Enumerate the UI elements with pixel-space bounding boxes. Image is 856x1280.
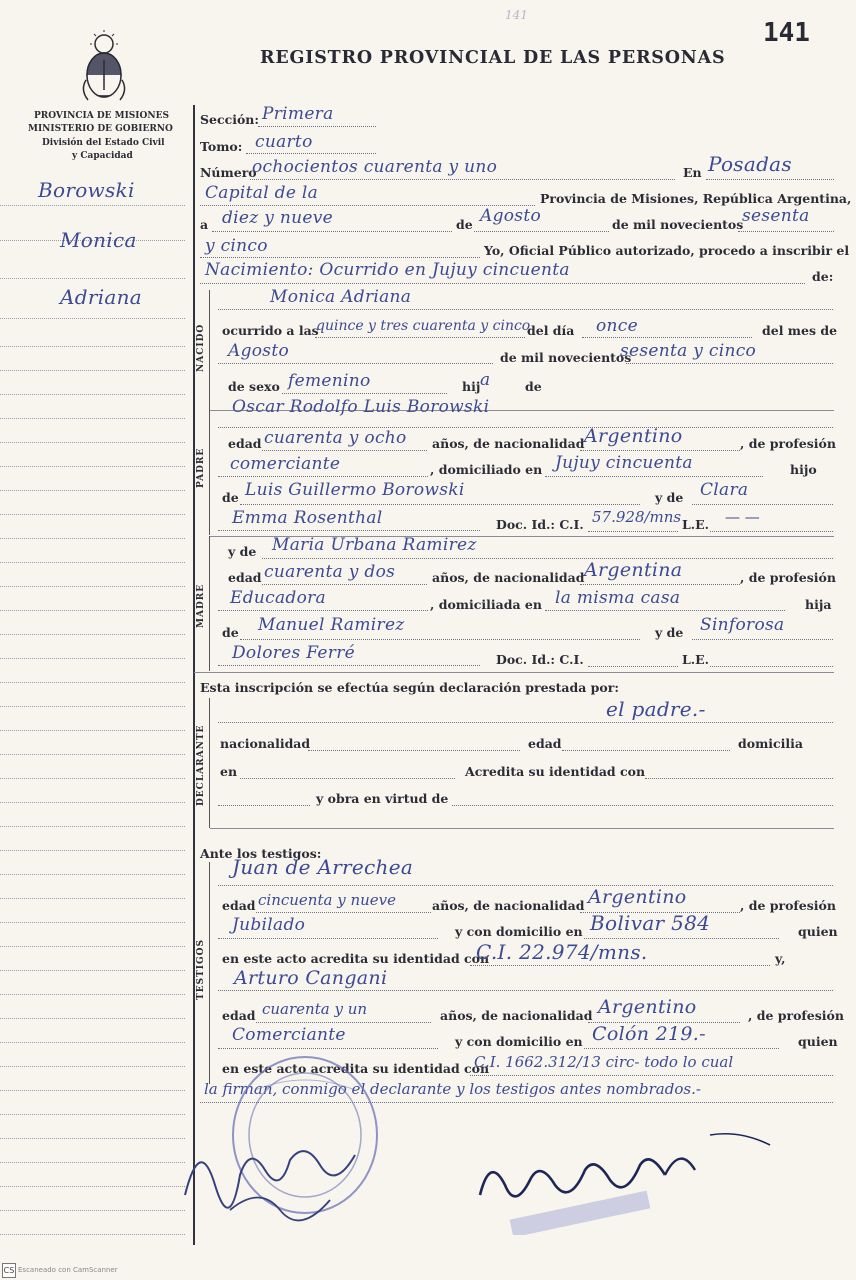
label-acto-t2: en este acto acredita su identidad con bbox=[222, 1061, 490, 1076]
label-ocurrido: ocurrido a las bbox=[222, 323, 319, 338]
label-edad-declarante: edad bbox=[528, 736, 562, 751]
field-padre-ci: 57.928/mns bbox=[592, 508, 682, 526]
field-tomo: cuarto bbox=[255, 132, 313, 152]
field-hora: quince y tres cuarenta y cinco bbox=[316, 318, 531, 334]
field-mes-nacimiento: Agosto bbox=[228, 341, 289, 361]
org-line-1: PROVINCIA DE MISIONES bbox=[34, 111, 169, 121]
org-line-4: y Capacidad bbox=[72, 151, 133, 161]
label-hija: hija bbox=[805, 597, 832, 612]
label-prof-t1: , de profesión bbox=[740, 898, 836, 913]
label-quien-t2: quien bbox=[798, 1034, 838, 1049]
label-de-3: de bbox=[222, 490, 239, 505]
field-anio-nacimiento: sesenta y cinco bbox=[620, 341, 757, 361]
field-declarante: el padre.- bbox=[606, 697, 706, 721]
label-anios-nacionalidad: años, de nacionalidad bbox=[432, 436, 585, 451]
margin-middle-name: Adriana bbox=[60, 285, 143, 309]
field-padre-domicilio: Jujuy cincuenta bbox=[555, 453, 693, 473]
field-t1-nacionalidad: Argentino bbox=[588, 886, 687, 908]
label-de-profesion-madre: , de profesión bbox=[740, 570, 836, 585]
field-lugar: Posadas bbox=[708, 152, 792, 176]
label-con-domicilio-t1: y con domicilio en bbox=[455, 924, 583, 939]
field-t2-domicilio: Colón 219.- bbox=[592, 1023, 706, 1045]
margin-surname: Borowski bbox=[38, 178, 135, 202]
field-hij-suffix: a bbox=[480, 370, 491, 390]
label-anios-nac-t1: años, de nacionalidad bbox=[432, 898, 585, 913]
label-y-comma: y, bbox=[775, 951, 786, 966]
field-cierre: la firman, conmigo el declarante y los testigos antes nombrados.- bbox=[204, 1080, 701, 1098]
registrar-signature bbox=[170, 1115, 370, 1225]
label-hijo: hijo bbox=[790, 462, 817, 477]
left-border-line bbox=[193, 105, 195, 1245]
label-le: L.E. bbox=[682, 517, 710, 532]
label-del-dia: del día bbox=[527, 323, 575, 338]
field-t2-edad: cuarenta y un bbox=[262, 1000, 368, 1018]
label-de-mil-2: de mil novecientos bbox=[500, 350, 632, 365]
field-anio-2: y cinco bbox=[205, 236, 268, 256]
field-sexo: femenino bbox=[288, 371, 371, 391]
label-de-sexo: de sexo bbox=[228, 379, 280, 394]
field-t1-ci: C.I. 22.974/mns. bbox=[476, 940, 648, 964]
page-number: 141 bbox=[763, 18, 810, 48]
label-del-mes: del mes de bbox=[762, 323, 838, 338]
label-de-mil: de mil novecientos bbox=[612, 217, 744, 232]
label-edad-t2: edad bbox=[222, 1008, 256, 1023]
org-line-3: División del Estado Civil bbox=[42, 138, 165, 148]
field-padre-le: — — bbox=[725, 508, 760, 526]
label-de-madre: de bbox=[222, 625, 239, 640]
label-obra: y obra en virtud de bbox=[316, 791, 449, 806]
label-edad: edad bbox=[228, 436, 262, 451]
faint-page-mark: 141 bbox=[505, 8, 528, 22]
label-nacionalidad: nacionalidad bbox=[220, 736, 311, 751]
field-nombre: Monica Adriana bbox=[270, 287, 412, 307]
scanner-text: Escaneado con CamScanner bbox=[18, 1266, 118, 1274]
label-tomo: Tomo: bbox=[200, 139, 243, 154]
label-domiciliado-en: , domiciliado en bbox=[430, 462, 543, 477]
label-doc-id-madre: Doc. Id.: C.I. bbox=[496, 652, 584, 667]
field-t2-profesion: Comerciante bbox=[232, 1025, 346, 1045]
field-padre-padre: Luis Guillermo Borowski bbox=[245, 480, 465, 500]
label-inscripcion: Esta inscripción se efectúa según declaración prestada por: bbox=[200, 680, 619, 695]
field-t1-edad: cincuenta y nueve bbox=[258, 891, 396, 909]
field-padre-edad: cuarenta y ocho bbox=[264, 428, 407, 448]
label-hij: hij bbox=[462, 379, 481, 394]
label-de-profesion: , de profesión bbox=[740, 436, 836, 451]
label-seccion: Sección: bbox=[200, 112, 259, 127]
field-madre-nacionalidad: Argentina bbox=[584, 559, 683, 581]
field-padre-profesion: comerciante bbox=[230, 454, 341, 474]
label-prof-t2: , de profesión bbox=[748, 1008, 844, 1023]
section-nacido-label: NACIDO bbox=[196, 323, 206, 372]
field-madre-nombre: Maria Urbana Ramirez bbox=[272, 535, 477, 555]
field-seccion: Primera bbox=[262, 104, 334, 124]
field-padre-madre-2: Emma Rosenthal bbox=[232, 508, 383, 528]
scanner-badge: CS bbox=[2, 1263, 16, 1278]
org-line-2: MINISTERIO DE GOBIERNO bbox=[28, 124, 173, 134]
field-madre-domicilio: la misma casa bbox=[555, 588, 681, 608]
field-madre-madre-2: Dolores Ferré bbox=[232, 643, 355, 663]
document-title: REGISTRO PROVINCIAL DE LAS PERSONAS bbox=[260, 48, 726, 68]
field-testigo-2: Arturo Cangani bbox=[234, 967, 388, 989]
field-t2-nacionalidad: Argentino bbox=[598, 996, 697, 1018]
field-dia-nacimiento: once bbox=[596, 316, 638, 336]
label-acto-t1: en este acto acredita su identidad con bbox=[222, 951, 490, 966]
field-lugar-2: Capital de la bbox=[205, 183, 319, 203]
field-mes: Agosto bbox=[480, 206, 541, 226]
label-en-declarante: en bbox=[220, 764, 238, 779]
argentina-coat-of-arms-icon bbox=[78, 30, 130, 105]
declarant-signature bbox=[470, 1125, 780, 1235]
field-madre-madre: Sinforosa bbox=[700, 615, 785, 635]
margin-first-name: Monica bbox=[60, 228, 137, 252]
label-acredita: Acredita su identidad con bbox=[465, 764, 646, 779]
label-doc-id: Doc. Id.: C.I. bbox=[496, 517, 584, 532]
field-madre-padre: Manuel Ramirez bbox=[258, 615, 405, 635]
section-madre-label: MADRE bbox=[196, 583, 206, 628]
label-anios-nacionalidad-madre: años, de nacionalidad bbox=[432, 570, 585, 585]
field-t2-ci: C.I. 1662.312/13 circ- todo lo cual bbox=[474, 1053, 734, 1071]
label-numero: Número bbox=[200, 165, 257, 180]
label-edad-madre: edad bbox=[228, 570, 262, 585]
field-nacimiento: Nacimiento: Ocurrido en Jujuy cincuenta bbox=[205, 260, 570, 280]
label-le-madre: L.E. bbox=[682, 652, 710, 667]
label-en: En bbox=[683, 165, 702, 180]
label-a: a bbox=[200, 217, 209, 232]
label-domicilia: domicilia bbox=[738, 736, 804, 751]
field-padre-nombre: Oscar Rodolfo Luis Borowski bbox=[232, 397, 490, 417]
field-numero: ochocientos cuarenta y uno bbox=[252, 157, 498, 177]
label-de: de bbox=[456, 217, 473, 232]
label-de-2: de bbox=[525, 379, 542, 394]
field-madre-profesion: Educadora bbox=[230, 588, 326, 608]
field-dia: diez y nueve bbox=[222, 208, 333, 228]
label-quien-t1: quien bbox=[798, 924, 838, 939]
label-y-de-madre: y de bbox=[655, 625, 684, 640]
label-con-domicilio-t2: y con domicilio en bbox=[455, 1034, 583, 1049]
label-anios-nac-t2: años, de nacionalidad bbox=[440, 1008, 593, 1023]
field-testigo-1: Juan de Arrechea bbox=[232, 855, 414, 879]
field-padre-nacionalidad: Argentino bbox=[584, 425, 683, 447]
section-padre-label: PADRE bbox=[196, 447, 206, 488]
label-yo: Yo, Oficial Público autorizado, procedo a inscribir el bbox=[484, 243, 850, 258]
label-y-de: y de bbox=[655, 490, 684, 505]
label-ante-testigos: Ante los testigos: bbox=[200, 846, 322, 861]
section-testigos-label: TESTIGOS bbox=[196, 939, 206, 1000]
section-declarante-label: DECLARANTE bbox=[196, 724, 206, 806]
label-domiciliada-en: , domiciliada en bbox=[430, 597, 542, 612]
field-madre-edad: cuarenta y dos bbox=[264, 562, 396, 582]
label-edad-t1: edad bbox=[222, 898, 256, 913]
label-provincia: Provincia de Misiones, República Argentina, bbox=[540, 191, 852, 206]
field-anio: sesenta bbox=[742, 206, 810, 226]
field-t1-profesion: Jubilado bbox=[232, 915, 306, 935]
field-t1-domicilio: Bolivar 584 bbox=[590, 911, 711, 935]
field-padre-madre: Clara bbox=[700, 480, 749, 500]
label-de-colon: de: bbox=[812, 269, 834, 284]
label-y-de-2: y de bbox=[228, 544, 257, 559]
